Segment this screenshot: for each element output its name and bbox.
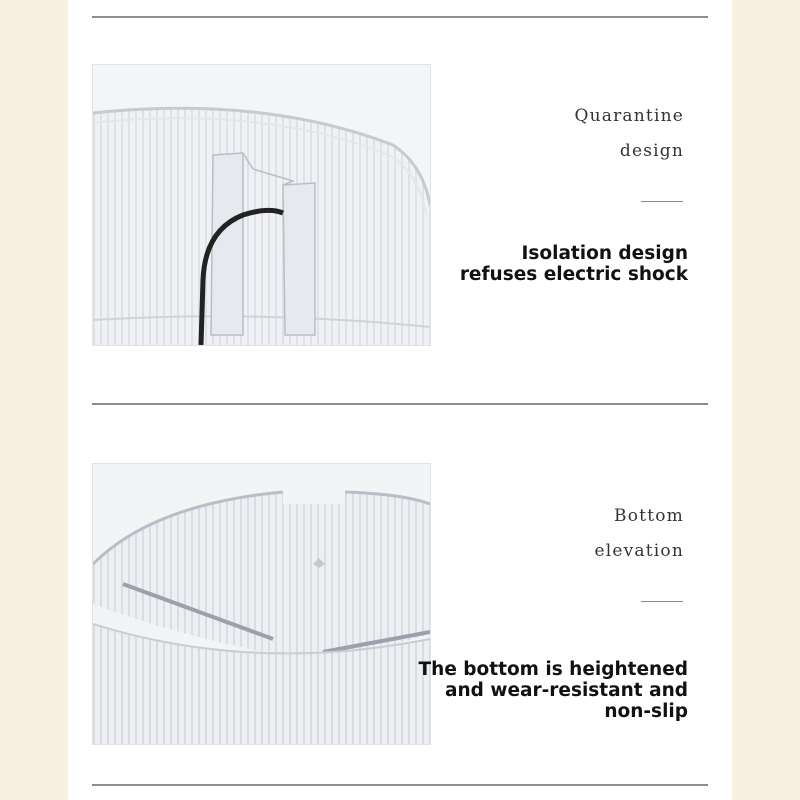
feature-2-desc-line-2: and wear-resistant and (445, 680, 688, 701)
feature-2-description (419, 659, 688, 722)
container-slot-illustration (93, 65, 430, 345)
feature-2-desc-line-1: The bottom is heightened (418, 659, 688, 680)
feature-2-title-line-1: Bottom (614, 506, 684, 526)
divider-top (92, 16, 708, 18)
feature-1-title-line-2: design (619, 141, 684, 161)
feature-1-title-line-1: Quarantine (574, 106, 684, 126)
feature-2-title (594, 499, 684, 569)
bottom-elevation-photo (92, 463, 431, 745)
feature-1-description (460, 243, 688, 285)
feature-1-rule (641, 201, 683, 202)
feature-1-desc-line-1: Isolation design (521, 243, 688, 264)
feature-2-rule (641, 601, 683, 602)
quarantine-design-photo (92, 64, 431, 346)
divider-bottom (92, 784, 708, 786)
feature-2-desc-line-3: non-slip (604, 701, 688, 722)
feature-1-desc-line-2: refuses electric shock (459, 264, 688, 285)
feature-2-title-line-2: elevation (594, 541, 684, 561)
feature-1-title (574, 99, 684, 169)
divider-middle (92, 403, 708, 405)
container-bottom-illustration (93, 464, 430, 744)
